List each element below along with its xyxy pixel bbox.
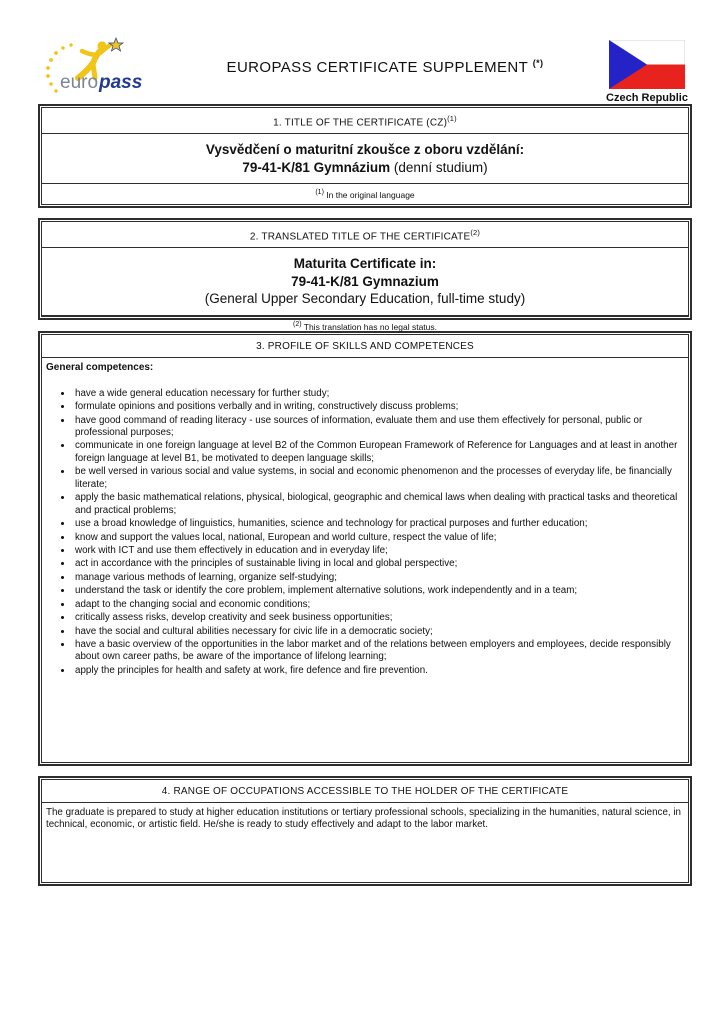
competence-bullet: • adapt to the changing social and economic conditions; xyxy=(73,599,682,611)
section-1-body xyxy=(42,134,688,183)
competence-bullet: • know and support the values local, national, European and world culture, respect the value of life; xyxy=(73,532,682,544)
section-2-footnote-text: This translation has no legal status. xyxy=(301,321,437,332)
certificate-title-cz-line1: Vysvědčení o maturitní zkoušce z oboru vzdělání: xyxy=(205,142,525,158)
competence-bullet: • have a wide general education necessary for further study; xyxy=(73,388,682,400)
europass-logo xyxy=(38,36,168,96)
logo-text-pass: pass xyxy=(99,72,143,93)
section-3-profile-of-skills xyxy=(38,331,692,766)
competence-bullet: • have the social and cultural abilities necessary for civic life in a democratic society; xyxy=(73,626,682,638)
section-1-heading xyxy=(42,108,688,134)
section-1-footnote xyxy=(42,183,688,205)
section-4-body: The graduate is prepared to study at higher education institutions or tertiary professional schools, specializing in the humanities, natural science, in technical, economic, or artistic field. He/she is ready to study effectively and adapt to the labor market. xyxy=(46,807,681,831)
section-1-heading-text: 1. TITLE OF THE CERTIFICATE (CZ) xyxy=(273,117,448,129)
competence-bullet: • have good command of reading literacy - use sources of information, evaluate them and use them effectively for personal, public or professional purposes; xyxy=(73,415,682,440)
competence-bullet: • understand the task or identify the core problem, implement alternative solutions, work independently and in a team; xyxy=(73,585,682,597)
star-icon xyxy=(109,38,123,51)
section-2-translated-title xyxy=(38,218,692,332)
section-1-footnote-text: In the original language xyxy=(323,190,415,201)
section-2-heading-text: 2. TRANSLATED TITLE OF THE CERTIFICATE xyxy=(249,231,471,243)
competence-bullet: • be well versed in various social and value systems, in social and economic phenomenon and the processes of everyday life, be financially literate; xyxy=(73,466,682,491)
logo-text-euro: euro xyxy=(60,72,99,93)
section-1-heading-superscript: (1) xyxy=(447,114,457,123)
section-2-body xyxy=(42,248,688,315)
section-4-heading: 4. RANGE OF OCCUPATIONS ACCESSIBLE TO THE HOLDER OF THE CERTIFICATE xyxy=(42,780,688,803)
document-title-superscript: (*) xyxy=(532,58,544,68)
figure-head xyxy=(97,41,106,50)
country-flag-block xyxy=(602,40,692,104)
competence-bullet: • apply the basic mathematical relations, physical, biological, geographic and chemical laws when dealing with practical tasks and theoretical and practical problems; xyxy=(73,492,682,517)
section-3-body xyxy=(42,358,688,762)
competence-bullet: • use a broad knowledge of linguistics, humanities, science and technology for practical purposes and further education; xyxy=(73,518,682,530)
czech-flag-icon xyxy=(609,40,685,89)
competence-bullet: • have a basic overview of the opportunities in the labor market and of the relations between employers and employees, decide responsibly about own career paths, be aware of the importance of lifelong learning; xyxy=(73,639,682,664)
section-4-range-of-occupations xyxy=(38,776,692,886)
section-2-footnote-superscript: (2) xyxy=(292,320,302,328)
competence-bullet: • communicate in one foreign language at level B2 of the Common European Framework of Reference for Languages and at least in another foreign language at level B1, be motivated to deepen language skills; xyxy=(73,440,682,465)
section-3-heading: 3. PROFILE OF SKILLS AND COMPETENCES xyxy=(42,335,688,358)
certificate-title-cz-line2 xyxy=(48,159,682,177)
competence-bullet: • act in accordance with the principles of sustainable living in local and global perspective; xyxy=(73,558,682,570)
section-2-footnote xyxy=(42,315,688,337)
competence-bullet: • apply the principles for health and safety at work, fire defence and fire prevention. xyxy=(73,665,682,677)
section-1-footnote-superscript: (1) xyxy=(315,189,324,197)
competence-bullet: • manage various methods of learning, organize self-studying; xyxy=(73,572,682,584)
competence-bullet: • formulate opinions and positions verbally and in writing, constructively discuss problems; xyxy=(73,401,682,413)
competence-bullet: • work with ICT and use them effectively in education and in everyday life; xyxy=(73,545,682,557)
document-title-text: EUROPASS CERTIFICATE SUPPLEMENT xyxy=(226,59,529,76)
section-1-title-of-certificate xyxy=(38,104,692,208)
section-2-heading-superscript: (2) xyxy=(470,228,481,237)
certificate-title-en-line1: Maturita Certificate in: xyxy=(293,256,437,272)
document-header xyxy=(38,36,692,104)
document-title xyxy=(168,58,602,76)
certificate-study-form: (denní studium) xyxy=(390,159,488,175)
certificate-title-en-line2: 79-41-K/81 Gymnazium xyxy=(291,273,439,289)
section-2-heading xyxy=(42,222,688,248)
competences-list xyxy=(46,388,682,678)
competence-bullet: • critically assess risks, develop creativity and seek business opportunities; xyxy=(73,612,682,624)
certificate-title-en-line3: (General Upper Secondary Education, full-time study) xyxy=(204,291,526,307)
general-competences-label: General competences: xyxy=(46,362,154,373)
certificate-code-bold: 79-41-K/81 Gymnázium xyxy=(242,159,391,175)
europass-logo-graphic xyxy=(38,36,168,96)
country-name-label: Czech Republic xyxy=(606,92,688,104)
